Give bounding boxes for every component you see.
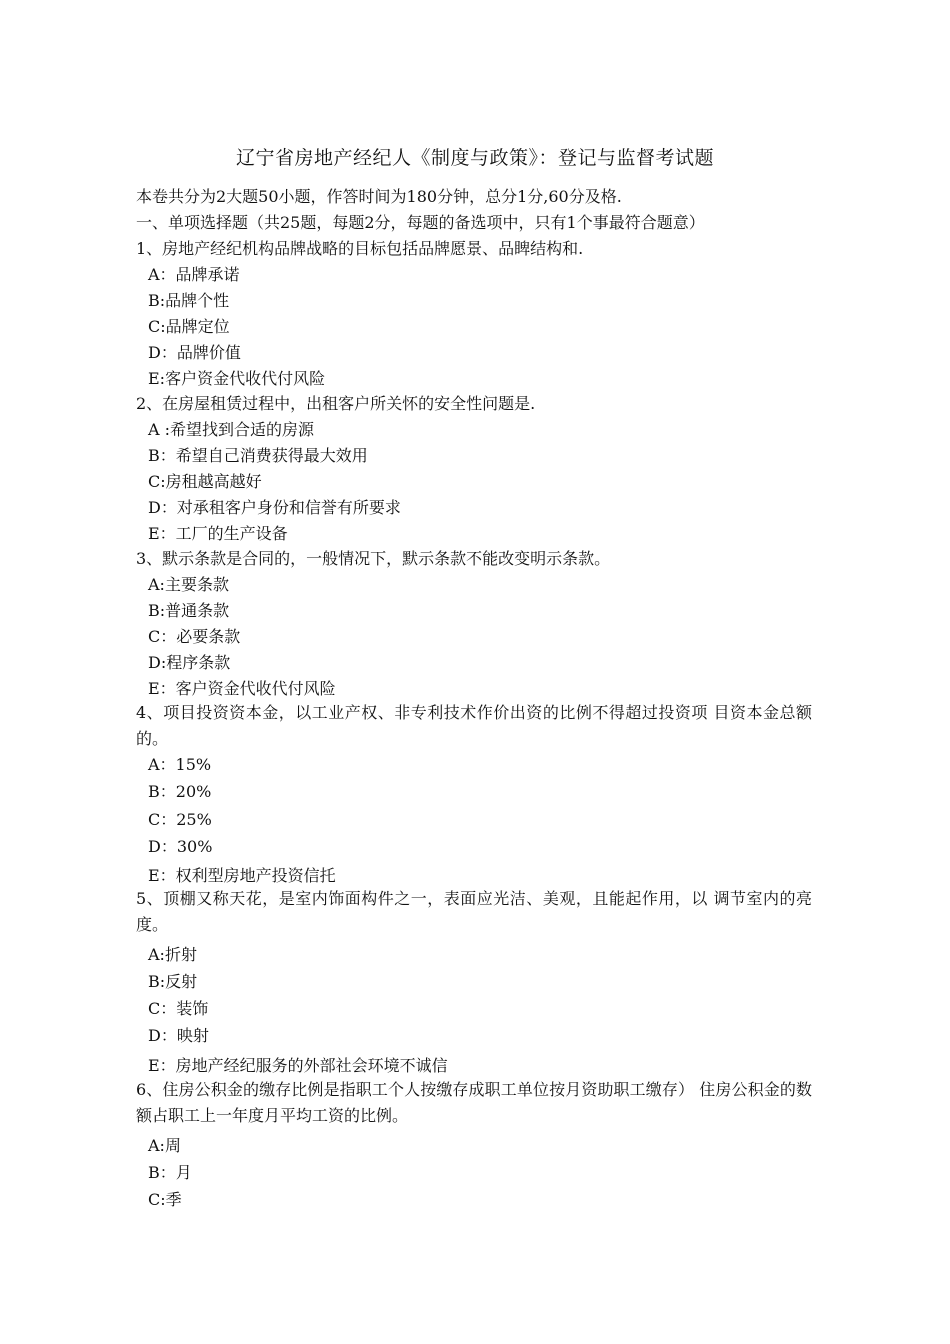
answer-option: A:主要条款 bbox=[148, 575, 229, 594]
answer-option: E：权利型房地产投资信托 bbox=[148, 866, 336, 885]
answer-option: B:普通条款 bbox=[148, 601, 230, 620]
answer-option: D:程序条款 bbox=[148, 653, 231, 672]
answer-option: E：工厂的生产设备 bbox=[148, 524, 288, 543]
answer-option: D：30% bbox=[148, 837, 213, 856]
section-heading: 一、单项选择题（共25题，每题2分，每题的备选项中，只有1个事最符合题意） bbox=[136, 213, 705, 232]
question-stem: 2、在房屋租赁过程中，出租客户所关怀的安全性问题是. bbox=[136, 394, 536, 413]
answer-option: A:周 bbox=[148, 1136, 181, 1155]
answer-option: B:反射 bbox=[148, 972, 198, 991]
answer-option: C:季 bbox=[148, 1190, 182, 1209]
answer-option: C:品牌定位 bbox=[148, 317, 230, 336]
question-stem: 1、房地产经纪机构品牌战略的目标包括品牌愿景、品睥结构和. bbox=[136, 239, 584, 258]
question-stem: 6、住房公积金的缴存比例是指职工个人按缴存成职工单位按月资助职工缴存） 住房公积金的数额占职工上一年度月平均工资的比例。 bbox=[136, 1080, 812, 1125]
answer-option: D：品牌价值 bbox=[148, 343, 241, 362]
answer-option: C：25% bbox=[148, 810, 212, 829]
exam-intro: 本卷共分为2大题50小题，作答时间为180分钟，总分1分,60分及格. bbox=[136, 187, 622, 206]
answer-option: C:房租越高越好 bbox=[148, 472, 262, 491]
question-stem: 3、默示条款是合同的，一般情况下，默示条款不能改变明示条款。 bbox=[136, 549, 611, 568]
answer-option: A：15% bbox=[148, 755, 212, 774]
answer-option: A:折射 bbox=[148, 945, 197, 964]
answer-option: A :希望找到合适的房源 bbox=[148, 420, 315, 439]
document-title: 辽宁省房地产经纪人《制度与政策》：登记与监督考试题 bbox=[235, 147, 714, 169]
answer-option: B：月 bbox=[148, 1163, 192, 1182]
answer-option: E：客户资金代收代付风险 bbox=[148, 679, 336, 698]
question-stem: 4、项目投资资本金，以工业产权、非专利技术作价出资的比例不得超过投资项 目资本金总额的。 bbox=[136, 703, 812, 748]
answer-option: C：必要条款 bbox=[148, 627, 241, 646]
answer-option: B：20% bbox=[148, 782, 212, 801]
answer-option: A：品牌承诺 bbox=[148, 265, 240, 284]
answer-option: B:品牌个性 bbox=[148, 291, 230, 310]
answer-option: C：装饰 bbox=[148, 999, 209, 1018]
answer-option: E：房地产经纪服务的外部社会环境不诚信 bbox=[148, 1056, 448, 1075]
question-stem: 5、顶棚又称天花，是室内饰面构件之一，表面应光洁、美观，且能起作用，以 调节室内的亮度。 bbox=[136, 889, 812, 934]
answer-option: E:客户资金代收代付风险 bbox=[148, 369, 326, 388]
answer-option: D：映射 bbox=[148, 1026, 209, 1045]
answer-option: D：对承租客户身份和信誉有所要求 bbox=[148, 498, 401, 517]
answer-option: B：希望自己消费获得最大效用 bbox=[148, 446, 368, 465]
